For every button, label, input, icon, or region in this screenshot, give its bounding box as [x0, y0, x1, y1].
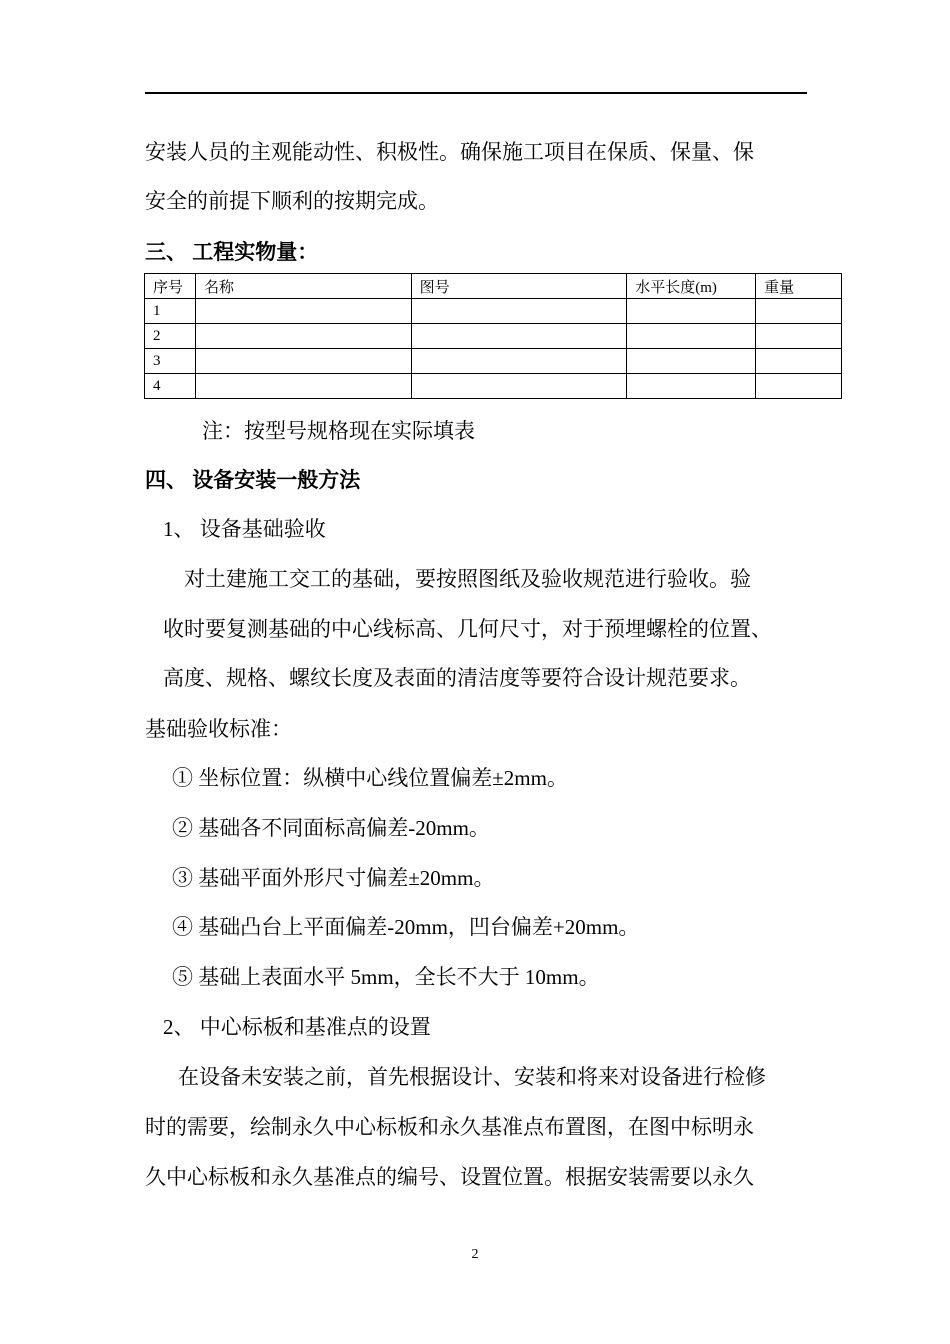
table-cell — [411, 299, 627, 324]
table-cell — [627, 324, 756, 349]
paragraph-line: 久中心标板和永久基准点的编号、设置位置。根据安装需要以永久 — [145, 1165, 754, 1189]
table-cell — [195, 324, 411, 349]
quantity-table — [144, 273, 842, 399]
list-item: ⑤ 基础上表面水平 5mm，全长不大于 10mm。 — [172, 965, 600, 989]
table-row — [145, 324, 842, 349]
table-cell: 2 — [145, 324, 196, 349]
table-cell — [756, 324, 842, 349]
table-row — [145, 374, 842, 399]
paragraph-line: 时的需要，绘制永久中心标板和永久基准点布置图，在图中标明永 — [145, 1115, 754, 1139]
table-header-row — [145, 274, 842, 299]
table-cell: 4 — [145, 374, 196, 399]
list-item: ③ 基础平面外形尺寸偏差±20mm。 — [172, 866, 495, 890]
table-cell — [627, 349, 756, 374]
col-header-weight: 重量 — [756, 274, 842, 299]
table-cell: 3 — [145, 349, 196, 374]
table-cell — [195, 349, 411, 374]
subsection-title-2: 2、 中心标板和基准点的设置 — [163, 1015, 431, 1039]
table-cell — [411, 374, 627, 399]
col-header-index: 序号 — [145, 274, 196, 299]
list-item: ② 基础各不同面标高偏差-20mm。 — [172, 816, 490, 840]
paragraph-line: 对土建施工交工的基础，要按照图纸及验收规范进行验收。验 — [184, 567, 751, 591]
paragraph-line: 高度、规格、螺纹长度及表面的清洁度等要符合设计规范要求。 — [163, 666, 751, 690]
paragraph-line: 安装人员的主观能动性、积极性。确保施工项目在保质、保量、保 — [145, 140, 754, 164]
table-cell — [756, 374, 842, 399]
paragraph-line: 在设备未安装之前，首先根据设计、安装和将来对设备进行检修 — [178, 1065, 766, 1089]
table-cell — [411, 324, 627, 349]
table-cell — [756, 299, 842, 324]
list-item: ① 坐标位置：纵横中心线位置偏差±2mm。 — [172, 766, 568, 790]
table-cell — [195, 299, 411, 324]
table-row — [145, 349, 842, 374]
paragraph-line: 安全的前提下顺利的按期完成。 — [145, 189, 439, 213]
subsection-title-1: 1、 设备基础验收 — [163, 517, 326, 541]
page-number: 2 — [471, 1247, 479, 1262]
section-heading-4: 四、 设备安装一般方法 — [145, 468, 361, 492]
col-header-length: 水平长度(m) — [627, 274, 756, 299]
table-cell — [627, 374, 756, 399]
table-cell — [195, 374, 411, 399]
table-cell — [756, 349, 842, 374]
header-rule — [145, 92, 807, 94]
col-header-name: 名称 — [195, 274, 411, 299]
table-cell — [411, 349, 627, 374]
col-header-drawing-no: 图号 — [411, 274, 627, 299]
table-row — [145, 299, 842, 324]
section-heading-3: 三、 工程实物量： — [145, 240, 319, 264]
table-cell: 1 — [145, 299, 196, 324]
paragraph-line: 收时要复测基础的中心线标高、几何尺寸，对于预埋螺栓的位置、 — [163, 617, 772, 641]
table-note: 注：按型号规格现在实际填表 — [202, 419, 475, 443]
standard-label: 基础验收标准： — [145, 717, 292, 741]
table-cell — [627, 299, 756, 324]
list-item: ④ 基础凸台上平面偏差-20mm，凹台偏差+20mm。 — [172, 915, 640, 939]
